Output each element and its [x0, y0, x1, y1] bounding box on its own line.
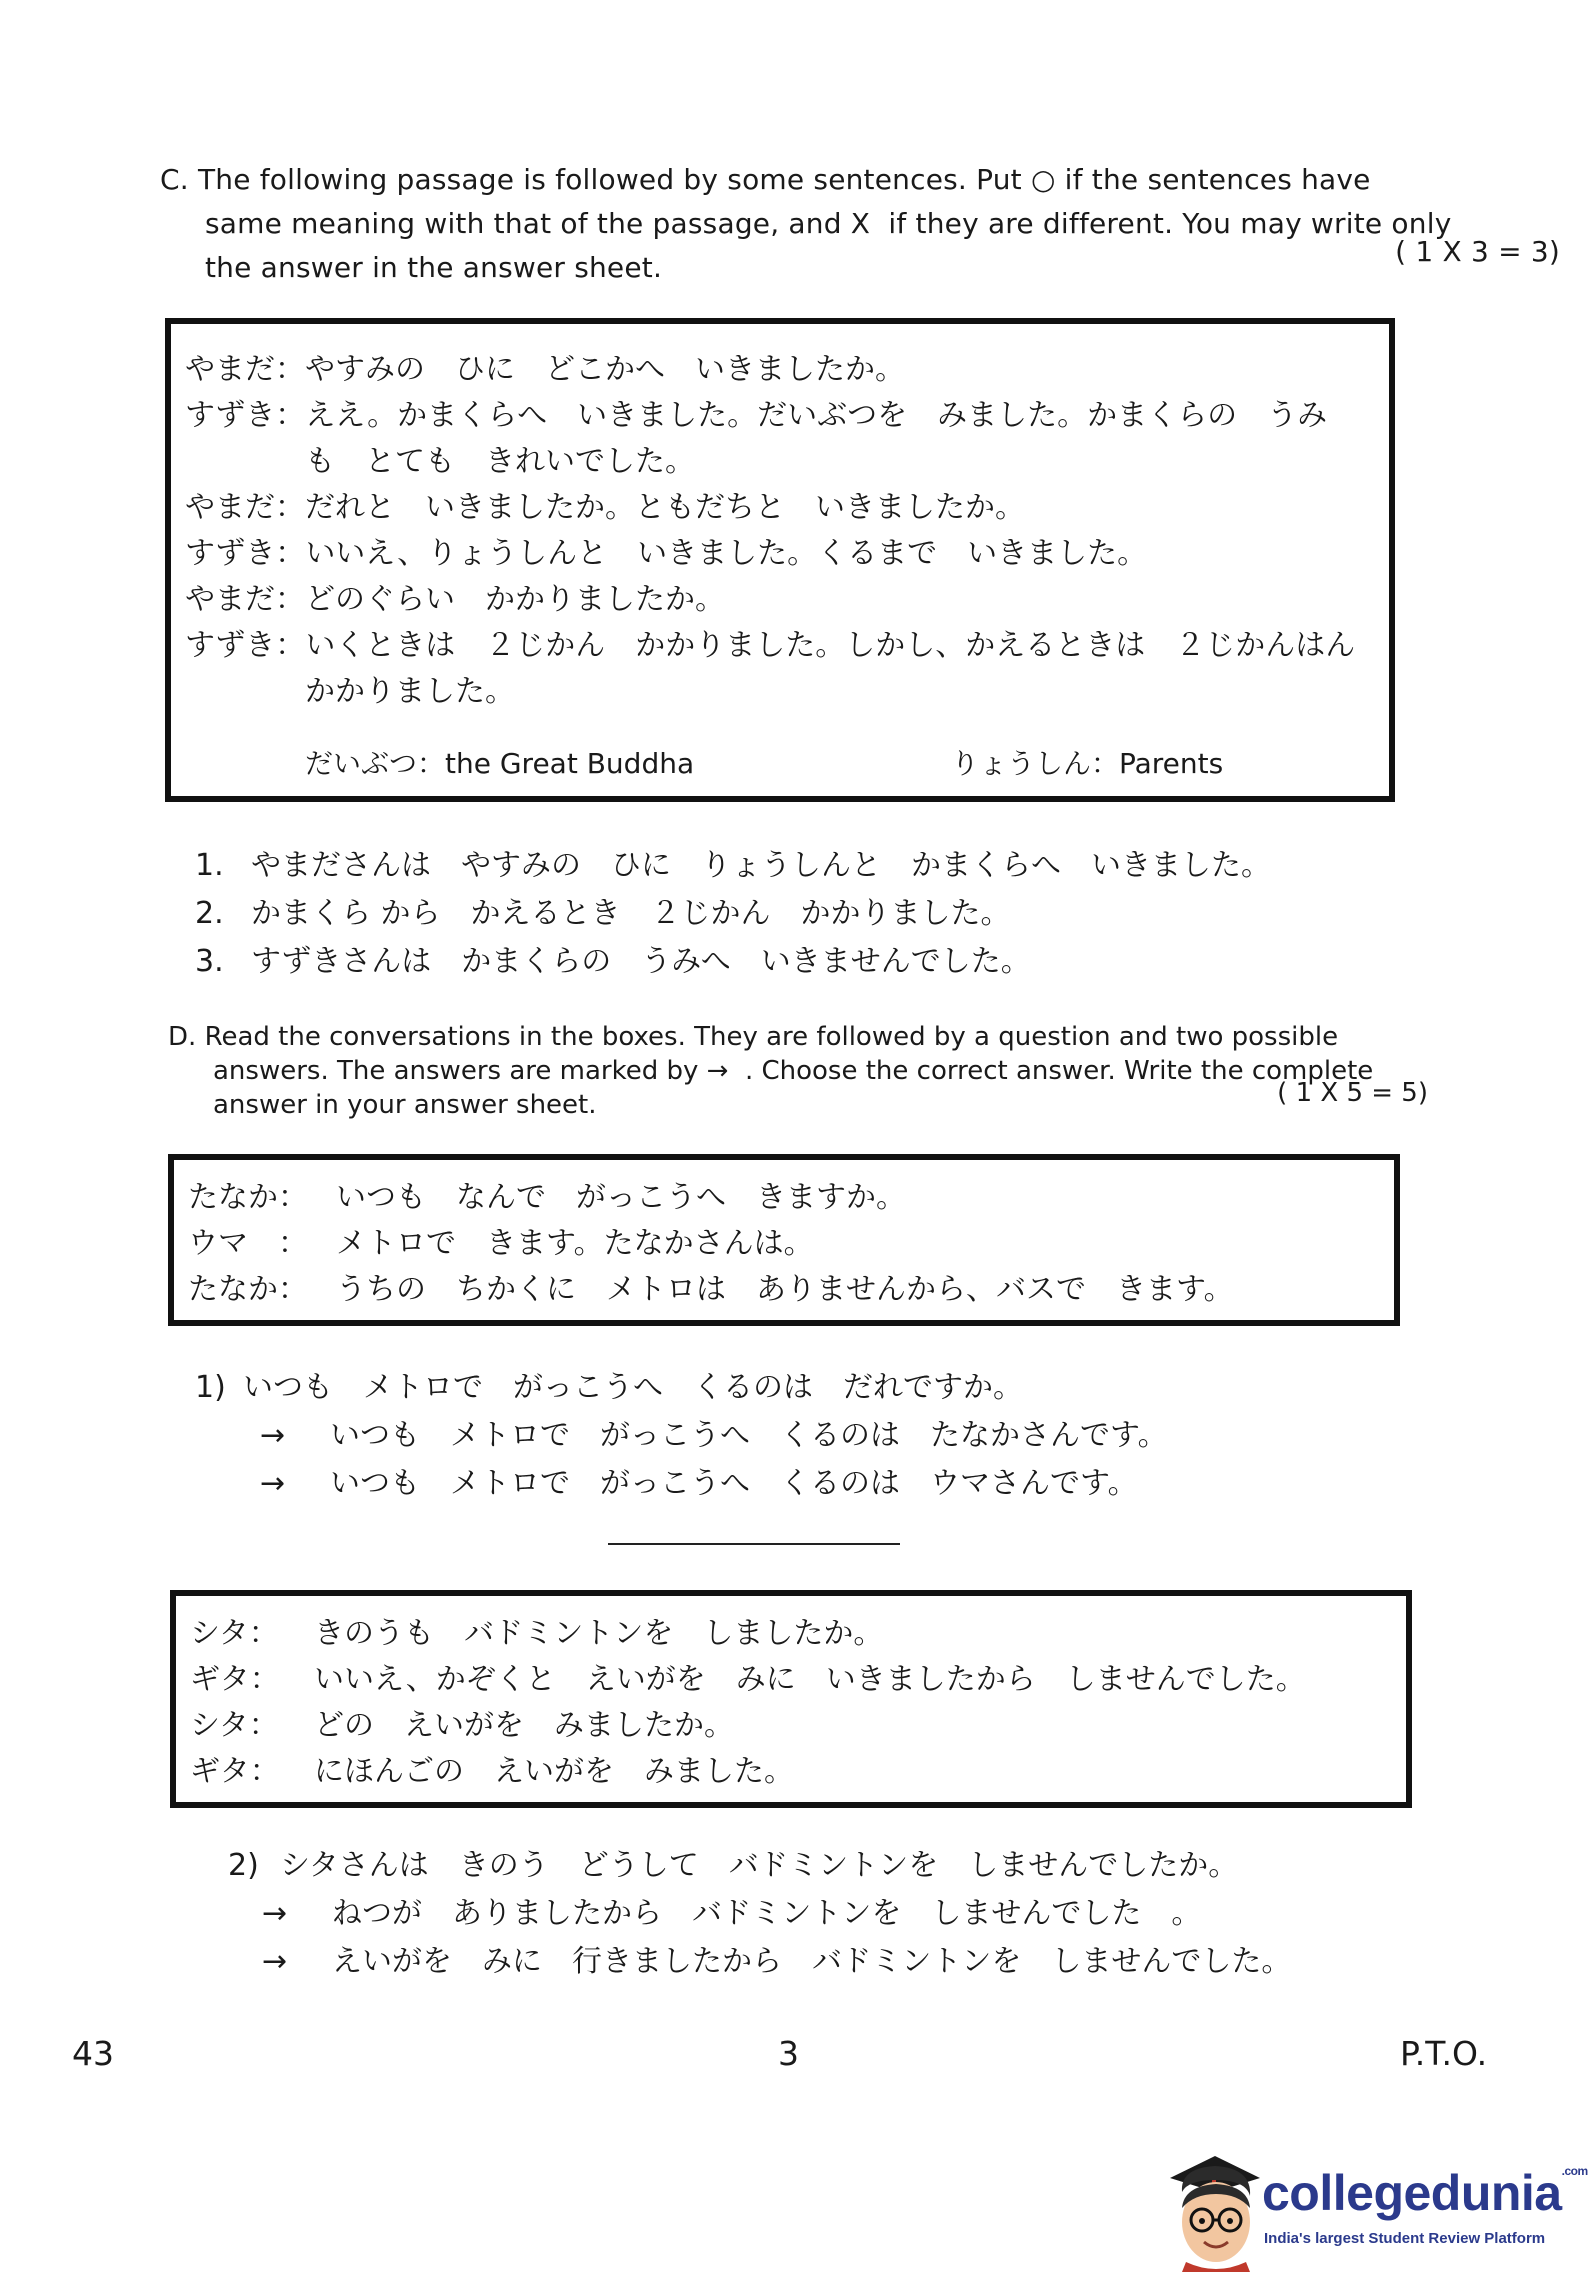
answer-option: → いつも メトロで がっこうへ くるのは たなかさんです。: [195, 1412, 1168, 1460]
question-1-text: 1) いつも メトロで がっこうへ くるのは だれですか。: [195, 1370, 1023, 1405]
dialogue-line: やまだ：どのぐらい かかりましたか。: [185, 582, 725, 617]
question-1: [195, 1364, 1168, 1508]
dialogue-line: すずき：いいえ、りょうしんと いきました。くるまで いきました。: [185, 536, 1148, 571]
gloss-buddha: だいぶつ：the Great Buddha: [305, 747, 695, 780]
logo-wordmark: collegedunia$^{.com}$: [1262, 2164, 1588, 2221]
question-2-text: 2) シタさんは きのう どうして バドミントンを しませんでしたか。: [228, 1848, 1239, 1883]
logo-tagline: India's largest Student Review Platform: [1264, 2230, 1546, 2247]
dialogue-line: たなか： いつも なんで がっこうへ きますか。: [188, 1180, 906, 1215]
statement-item: 1. やまださんは やすみの ひに りょうしんと かまくらへ いきました。: [195, 848, 1271, 883]
dialogue-line: ギタ： いいえ、かぞくと えいがを みに いきましたから しませんでした。: [190, 1662, 1306, 1697]
section-c-letter: C.: [160, 163, 189, 196]
section-d-letter: D.: [168, 1022, 197, 1052]
arrow-icon: →: [260, 1418, 286, 1453]
pto-label: P.T.O.: [1400, 2034, 1488, 2073]
dialogue-line: ウマ ： メトロで きます。たなかさんは。: [188, 1226, 814, 1261]
section-d-line-1: D. Read the conversations in the boxes. They are followed by a question and two possible: [168, 1022, 1339, 1052]
footer-code: 43: [72, 2034, 114, 2073]
dialogue-line: も とても きれいでした。: [305, 444, 695, 479]
section-d-instructions: [168, 1020, 1428, 1122]
statement-item: 3. すずきさんは かまくらの うみへ いきませんでした。: [195, 944, 1031, 979]
dialogue-line: やまだ：だれと いきましたか。ともだちと いきましたか。: [185, 490, 1025, 525]
answer-option: → いつも メトロで がっこうへ くるのは ウマさんです。: [195, 1460, 1168, 1508]
arrow-icon: →: [262, 1896, 288, 1931]
mascot-icon: [1160, 2150, 1270, 2272]
statement-item: 2. かまくら から かえるとき ２じかん かかりました。: [195, 896, 1011, 931]
conversation-box-1: [168, 1154, 1400, 1326]
dialogue-line: シタ： きのうも バドミントンを しましたか。: [190, 1616, 884, 1651]
dialogue-line: かかりました。: [305, 674, 515, 709]
section-c-line-2: same meaning with that of the passage, and X if they are different. You may write only: [205, 207, 1452, 240]
dialogue-line: すずき：いくときは ２じかん かかりました。しかし、かえるときは ２じかんはん: [185, 628, 1356, 663]
section-c-marks: ( 1 X 3 = 3): [1395, 235, 1560, 268]
question-2: [228, 1842, 1291, 1986]
dialogue-line: やまだ：やすみの ひに どこかへ いきましたか。: [185, 352, 905, 387]
passage-box: [165, 318, 1395, 802]
section-d-line-2: answers. The answers are marked by → . Choose the correct answer. Write the complete: [213, 1056, 1374, 1086]
dialogue-line: たなか： うちの ちかくに メトロは ありませんから、バスで きます。: [188, 1272, 1234, 1307]
arrow-icon: →: [260, 1466, 286, 1501]
page-number: 3: [778, 2034, 799, 2073]
dialogue-line: ギタ： にほんごの えいがを みました。: [190, 1754, 794, 1789]
answer-option: → ねつが ありましたから バドミントンを しませんでした 。: [228, 1890, 1291, 1938]
section-d-marks: ( 1 X 5 = 5): [1277, 1078, 1428, 1108]
section-c-line-1: C. The following passage is followed by some sentences. Put ○ if the sentences have: [160, 163, 1371, 196]
section-c-line-3: the answer in the answer sheet. ( 1 X 3 = 3): [160, 246, 1410, 290]
dialogue-line: シタ： どの えいがを みましたか。: [190, 1708, 734, 1743]
section-c-instructions: [160, 158, 1560, 290]
statement-list: [195, 842, 1271, 986]
logo-suffix: .com: [1561, 2164, 1588, 2178]
answer-blank-line: [608, 1543, 900, 1545]
answer-option: → えいがを みに 行きましたから バドミントンを しませんでした。: [228, 1938, 1291, 1986]
collegedunia-logo: [1160, 2150, 1588, 2275]
conversation-box-2: [170, 1590, 1412, 1808]
arrow-icon: →: [262, 1944, 288, 1979]
gloss-parents: りょうしん：Parents: [951, 747, 1224, 780]
section-d-line-3: answer in your answer sheet. ( 1 X 5 = 5): [213, 1078, 1428, 1120]
dialogue-line: すずき：ええ。かまくらへ いきました。だいぶつを みました。かまくらの うみ: [185, 398, 1328, 433]
